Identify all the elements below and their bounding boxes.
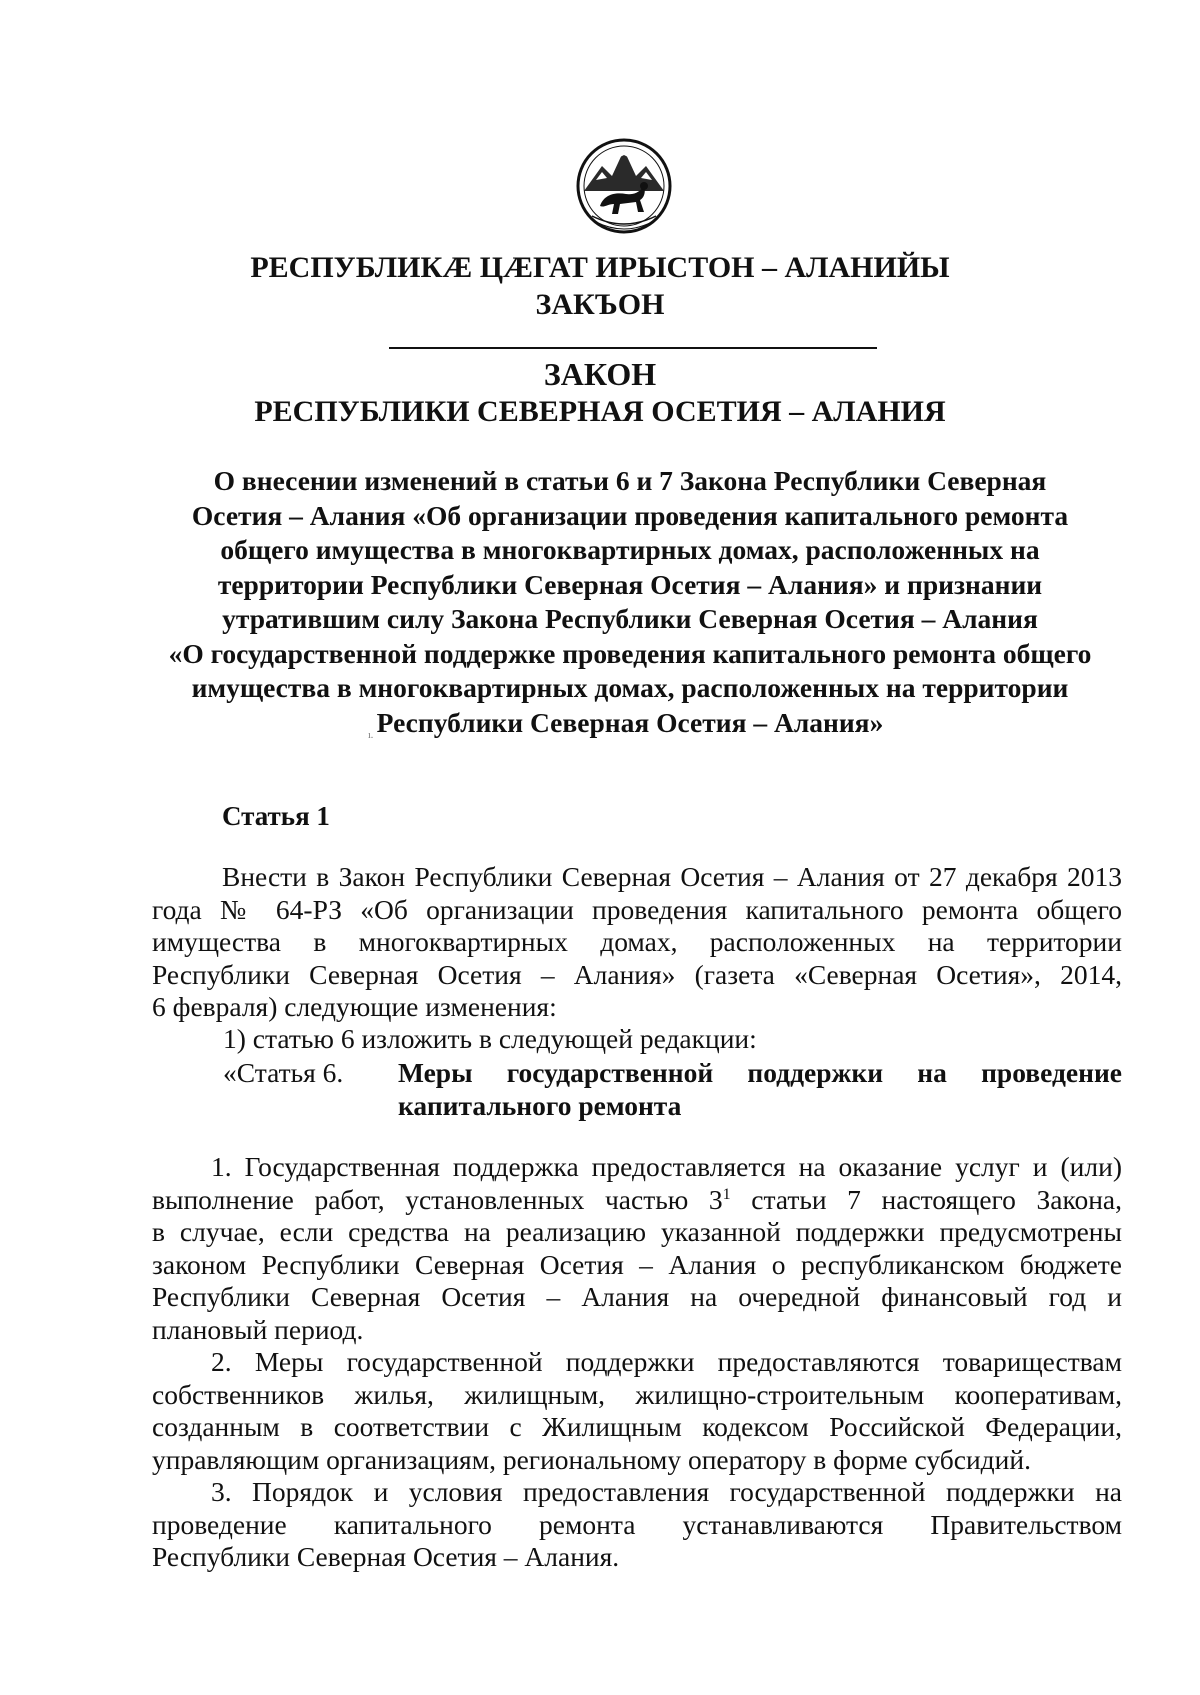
scan-speck: ı. xyxy=(368,730,374,741)
text-fragment: статьи 7 настоящего Закона, xyxy=(730,1183,1122,1215)
coat-of-arms-icon xyxy=(574,136,674,236)
text-line: 2. Меры государственной поддержки предоставляются товариществам xyxy=(211,1346,1122,1377)
superscript: 1 xyxy=(722,1185,731,1203)
law-title-line: общего имущества в многоквартирных домах, расположенных на xyxy=(220,534,1040,565)
text-line: 1. Государственная поддержка предоставляется на оказание услуг и (или) xyxy=(211,1151,1122,1182)
text-line: 6 февраля) следующие изменения: xyxy=(152,991,557,1022)
article-6-label: «Статья 6. xyxy=(223,1057,344,1088)
law-title-line: «О государственной поддержке проведения капитального ремонта общего xyxy=(168,637,1092,669)
text-line: проведение капитального ремонта устанавливаются Правительством xyxy=(152,1508,1122,1540)
text-line: 3. Порядок и условия предоставления государственной поддержки на xyxy=(211,1476,1122,1507)
text-fragment: выполнение работ, установленных частью 3 xyxy=(152,1183,723,1215)
amendment-item-1: 1) статью 6 изложить в следующей редакции: xyxy=(223,1023,757,1054)
text-line xyxy=(152,1184,1122,1217)
text-line: плановый период. xyxy=(152,1313,364,1345)
text-line: имущества в многоквартирных домах, расположенных на территории xyxy=(152,926,1122,957)
header-ossetian-law: ЗАКЪОН xyxy=(535,288,665,321)
header-divider xyxy=(389,347,877,349)
article-6-title xyxy=(398,1057,1122,1122)
header-russian-law: ЗАКОН xyxy=(543,356,657,392)
law-title-line: Осетия – Алания «Об организации проведения капитального ремонта xyxy=(191,499,1069,531)
header-russian-republic: РЕСПУБЛИКИ СЕВЕРНАЯ ОСЕТИЯ – АЛАНИЯ xyxy=(254,395,946,428)
text-line: созданным в соответствии с Жилищным кодексом Российской Федерации, xyxy=(152,1411,1122,1442)
law-title-line: Республики Северная Осетия – Алания» xyxy=(376,706,884,738)
text-line: в случае, если средства на реализацию указанной поддержки предусмотрены xyxy=(152,1216,1122,1247)
header-ossetian-republic: РЕСПУБЛИКӔ ЦӔГАТ ИРЫСТОН – АЛАНИЙЫ xyxy=(250,251,950,284)
text-line: Республики Северная Осетия – Алания. xyxy=(152,1541,620,1572)
law-title-line: О внесении изменений в статьи 6 и 7 Закона Республики Северная xyxy=(213,465,1047,496)
law-title-line: утратившим силу Закона Республики Северная Осетия – Алания xyxy=(222,603,1038,634)
article-6-paragraph-1 xyxy=(152,1151,1122,1346)
law-title-line: имущества в многоквартирных домах, расположенных на территории xyxy=(191,672,1069,703)
text-line: собственников жилья, жилищным, жилищно-строительным кооперативам, xyxy=(152,1378,1122,1410)
text-line: года № 64-РЗ «Об организации проведения капитального ремонта общего xyxy=(152,893,1122,925)
article-6-paragraph-2 xyxy=(152,1346,1122,1476)
text-line: управляющим организациям, региональному оператору в форме субсидий. xyxy=(152,1443,1031,1475)
article-1-heading: Статья 1 xyxy=(222,801,330,831)
text-line: капитального ремонта xyxy=(398,1089,682,1121)
text-line: Республики Северная Осетия – Алания на очередной финансовый год и xyxy=(152,1281,1122,1312)
law-title xyxy=(140,464,1120,740)
text-line: Внести в Закон Республики Северная Осетия – Алания от 27 декабря 2013 xyxy=(222,861,1122,892)
article-1-intro xyxy=(152,861,1122,1024)
text-line: законом Республики Северная Осетия – Алания о республиканском бюджете xyxy=(152,1248,1122,1280)
law-title-line: территории Республики Северная Осетия – Алания» и признании xyxy=(217,568,1043,600)
text-line: Республики Северная Осетия – Алания» (газета «Северная Осетия», 2014, xyxy=(152,958,1122,990)
article-6-paragraph-3 xyxy=(152,1476,1122,1574)
text-line: Меры государственной поддержки на проведение xyxy=(398,1057,1122,1088)
